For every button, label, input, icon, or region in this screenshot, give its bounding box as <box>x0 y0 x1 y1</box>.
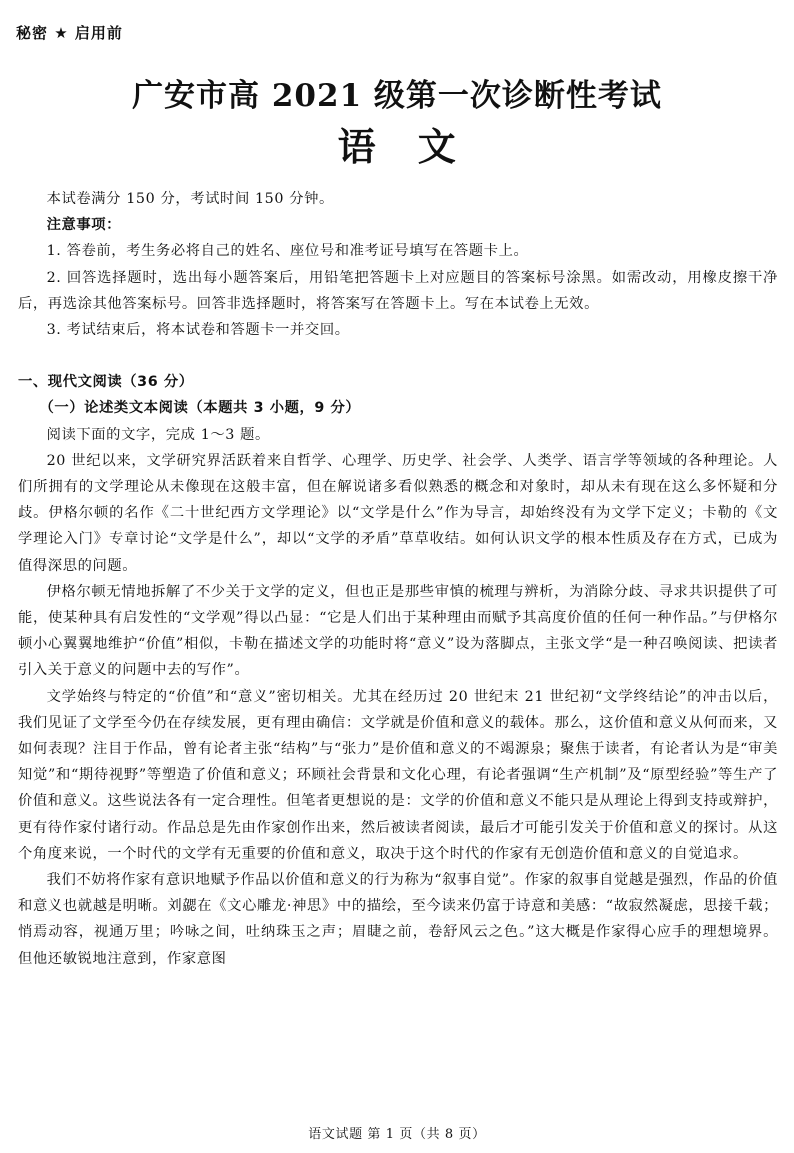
notice-heading: 注意事项： <box>46 217 122 234</box>
notice-item-1: 1. 答卷前，考生务必将自己的姓名、座位号和准考证号填写在答题卡上。 <box>46 243 529 260</box>
notice-item-3: 3. 考试结束后，将本试卷和答题卡一并交回。 <box>46 322 350 339</box>
passage-paragraph: 20 世纪以来，文学研究界活跃着来自哲学、心理学、历史学、社会学、人类学、语言学等领域的各种理论。人们所拥有的文学理论从未像现在这般丰富，但在解说诸多看似熟悉的概念和对象时，却从未有现在这么多怀疑和分歧。伊格尔顿的名作《二十世纪西方文学理论》以“文学是什么”作为导言，却始终没有为文学下定义；卡勒的《文学理论入门》专章讨论“文学是什么”，却以“文学的矛盾”草草收结。如何认识文学的根本性质及存在方式，已成为值得深思的问题。 <box>18 452 778 574</box>
exam-intro: 本试卷满分 150 分，考试时间 150 分钟。 <box>46 191 334 207</box>
exam-content <box>18 186 778 972</box>
subject-title: 语 文 <box>337 124 457 169</box>
passage-paragraph: 文学始终与特定的“价值”和“意义”密切相关。尤其在经历过 20 世纪末 21 世纪初“文学终结论”的冲击以后，我们见证了文学至今仍在存续发展，更有理由确信：文学就是价值和意义的载体。那么，这价值和意义从何而来，又如何表现？注目于作品，曾有论者主张“结构”与“张力”是价值和意义的不竭源泉；聚焦于读者，有论者认为是“审美知觉”和“期待视野”等塑造了价值和意义；环顾社会背景和文化心理，有论者强调“生产机制”及“原型经验”等生产了价值和意义。这些说法各有一定合理性。但笔者更想说的是：文学的价值和意义不能只是从理论上得到支持或辩护，更有待作家付诸行动。作品总是先由作家创作出来，然后被读者阅读，最后才可能引发关于价值和意义的探讨。从这个角度来说，一个时代的文学有无重要的价值和意义，取决于这个时代的作家有无创造价值和意义的自觉追求。 <box>18 688 778 862</box>
notice-item-2: 2. 回答选择题时，选出每小题答案后，用铅笔把答题卡上对应题目的答案标号涂黑。如需改动，用橡皮擦干净后，再选涂其他答案标号。回答非选择题时，将答案写在答题卡上。写在本试卷上无效。 <box>18 269 778 312</box>
page-footer: 语文试题 第 1 页（共 8 页） <box>308 1127 486 1142</box>
section-heading: 一、现代文阅读（36 分） <box>18 374 194 391</box>
spacer <box>18 343 778 369</box>
passage-paragraph: 我们不妨将作家有意识地赋予作品以价值和意义的行为称为“叙事自觉”。作家的叙事自觉越是强烈，作品的价值和意义也就越是明晰。刘勰在《文心雕龙·神思》中的描绘，至今读来仍富于诗意和美感：“故寂然凝虑，思接千载；悄焉动容，视通万里；吟咏之间，吐纳珠玉之声；眉睫之前，卷舒风云之色。”这大概是作家得心应手的理想境界。但他还敏锐地注意到，作家意图 <box>18 872 778 967</box>
reading-instruction: 阅读下面的文字，完成 1～3 题。 <box>46 426 270 443</box>
passage-paragraph: 伊格尔顿无情地拆解了不少关于文学的定义，但也正是那些审慎的梳理与辨析，为消除分歧、寻求共识提供了可能，使某种具有启发性的“文学观”得以凸显：“它是人们出于某种理由而赋予其高度价值的任何一种作品。”与伊格尔顿小心翼翼地维护“价值”相似，卡勒在描述文学的功能时将“意义”设为落脚点，主张文学“是一种召唤阅读、把读者引入关于意义的问题中去的写作”。 <box>18 583 778 679</box>
exam-title: 广安市高 2021 级第一次诊断性考试 <box>132 78 662 114</box>
confidential-label: 秘密 ★ 启用前 <box>16 24 123 42</box>
subsection-heading: （一）论述类文本阅读（本题共 3 小题，9 分） <box>39 400 361 417</box>
